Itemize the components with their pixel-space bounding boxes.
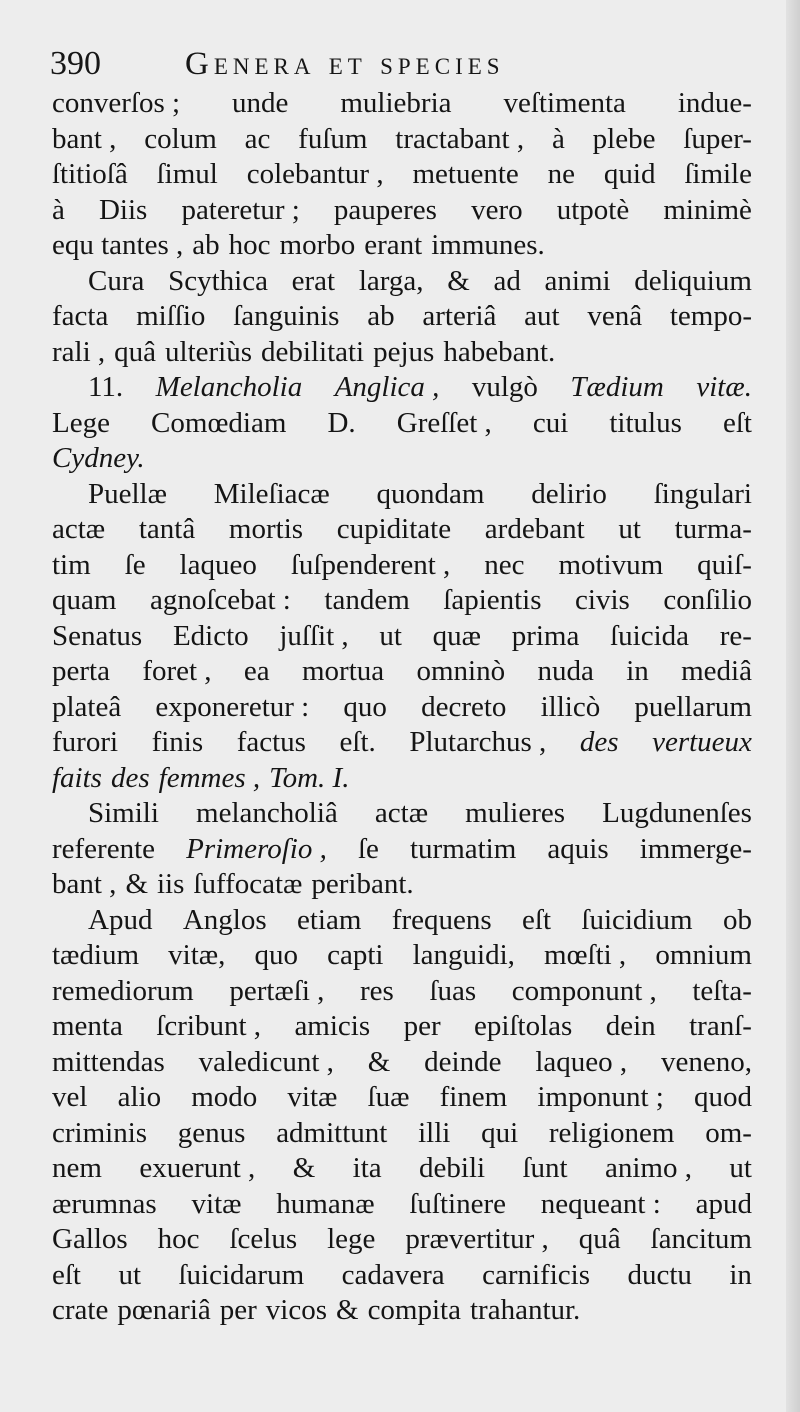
word: teſta-	[692, 974, 752, 1007]
word: res	[360, 974, 394, 1007]
word: nec	[484, 548, 525, 581]
italic-word: Tom. I.	[269, 761, 350, 794]
word: valedicunt ,	[198, 1045, 334, 1078]
word: bant ,	[52, 868, 117, 900]
word: dein	[605, 1010, 656, 1042]
word: ſcelus	[229, 1223, 298, 1255]
word: alio	[117, 1081, 162, 1113]
word: peribant.	[311, 868, 414, 900]
word: Gallos	[52, 1223, 128, 1255]
word: colebantur ,	[246, 158, 384, 190]
word: ulteriùs	[165, 335, 253, 368]
word: pejus	[373, 335, 435, 368]
paragraph	[52, 264, 752, 371]
text-line	[52, 441, 752, 477]
text-line	[52, 796, 752, 832]
italic-word: femmes ,	[158, 761, 261, 794]
text-line	[52, 406, 752, 442]
text-line	[52, 157, 752, 193]
word: plebe	[592, 122, 656, 155]
word: Greſſet ,	[396, 406, 492, 439]
word: erant	[364, 229, 423, 261]
word: in	[626, 655, 649, 687]
word: deinde	[424, 1045, 502, 1078]
word: muliebria	[340, 87, 452, 119]
word: morbo	[279, 229, 356, 261]
text-line	[52, 228, 752, 264]
word: laqueo	[179, 548, 257, 581]
word: ut	[618, 513, 641, 545]
word: ſuicidarum	[178, 1258, 305, 1291]
word: ſtitioſâ	[52, 158, 128, 190]
word: quæ	[432, 619, 481, 652]
text-line	[52, 512, 752, 548]
word: foret ,	[142, 655, 212, 687]
text-line	[52, 477, 752, 513]
word: Mileſiacæ	[213, 477, 330, 510]
word: 11.	[88, 371, 124, 403]
word: veneno,	[660, 1045, 752, 1078]
word: quo	[343, 690, 387, 723]
word: Lege	[52, 406, 110, 439]
word: deliquium	[634, 264, 752, 297]
page-number: 390	[50, 45, 101, 82]
word: Anglos	[182, 903, 267, 936]
word: ſuper-	[683, 122, 752, 155]
word: hoc	[228, 229, 271, 261]
word: remediorum	[52, 974, 194, 1007]
word: unde	[232, 87, 289, 119]
word: trahantur.	[469, 1294, 581, 1326]
word: indue-	[677, 87, 752, 119]
word: Simili	[88, 797, 159, 829]
word: humanæ	[276, 1187, 375, 1220]
word: per	[219, 1294, 257, 1326]
word: referente	[52, 832, 156, 865]
word: ac	[244, 122, 271, 155]
word: iis	[157, 868, 185, 900]
word: componunt ,	[511, 974, 657, 1007]
word: cupiditate	[336, 513, 452, 545]
paragraph	[52, 86, 752, 264]
word: ſancitum	[650, 1223, 752, 1255]
word: ut	[118, 1258, 142, 1291]
word: nequeant :	[540, 1187, 661, 1220]
word: melancholiâ	[196, 797, 338, 829]
word: equ tantes ,	[52, 229, 184, 261]
word: eſt.	[339, 726, 376, 758]
word: religionem	[548, 1116, 675, 1149]
paragraph	[52, 796, 752, 903]
text-line	[52, 1258, 752, 1294]
italic-word: Melancholia	[155, 371, 303, 403]
italic-word: vertueux	[652, 726, 752, 758]
paragraph	[52, 477, 752, 797]
word: quo	[254, 939, 298, 971]
text-line	[52, 335, 752, 371]
word: frequens	[391, 903, 492, 936]
word: animi	[544, 264, 611, 297]
word: ſuicidium	[581, 903, 693, 936]
word: conſilio	[663, 584, 752, 616]
word: crate	[52, 1294, 109, 1326]
word: ita	[352, 1152, 382, 1184]
text-line	[52, 1151, 752, 1187]
word: rali ,	[52, 335, 106, 368]
word: nem	[52, 1152, 102, 1184]
word: utpotè	[556, 193, 630, 226]
text-line	[52, 690, 752, 726]
word: vulgò	[471, 371, 538, 403]
word: venâ	[587, 300, 643, 332]
word: plateâ	[52, 690, 122, 723]
text-line	[52, 583, 752, 619]
word: titulus	[609, 406, 682, 439]
word: &	[447, 264, 470, 297]
word: finem	[439, 1081, 508, 1113]
word: ab	[192, 229, 220, 261]
word: ſingulari	[653, 477, 752, 510]
word: illicò	[540, 690, 601, 723]
text-line	[52, 86, 752, 122]
word: fuſum	[298, 122, 368, 155]
word: quiſ-	[697, 548, 752, 581]
word: quod	[694, 1081, 752, 1113]
italic-word: des	[579, 726, 619, 758]
word: Senatus	[52, 619, 143, 652]
word: vicos	[265, 1294, 327, 1326]
word: habebant.	[443, 335, 556, 368]
word: minimè	[663, 193, 752, 226]
word: ob	[722, 903, 752, 936]
paragraph	[52, 370, 752, 477]
word: mortua	[302, 655, 385, 687]
word: larga,	[358, 264, 424, 297]
word: &	[336, 1294, 359, 1326]
word: Diis	[98, 193, 148, 226]
word: decreto	[421, 690, 507, 723]
text-line	[52, 619, 752, 655]
text-line	[52, 725, 752, 761]
word: vitæ	[191, 1187, 242, 1220]
italic-word: Cydney.	[52, 442, 145, 474]
text-line	[52, 654, 752, 690]
word: &	[367, 1045, 391, 1078]
word: actæ	[374, 797, 429, 829]
word: turma-	[674, 513, 752, 545]
word: menta	[52, 1010, 123, 1042]
word: quâ	[114, 335, 157, 368]
word: ut	[379, 619, 402, 652]
word: quâ	[578, 1223, 621, 1255]
word: imponunt ;	[537, 1081, 664, 1113]
word: Comœdiam	[151, 406, 287, 439]
running-title: Genera et species	[185, 46, 505, 82]
word: à	[52, 193, 65, 226]
word: mediâ	[681, 655, 752, 687]
text-line	[52, 1080, 752, 1116]
word: ſimile	[684, 158, 752, 190]
word: omninò	[416, 655, 506, 687]
word: admittunt	[276, 1116, 388, 1149]
word: cadavera	[341, 1258, 445, 1291]
word: debili	[419, 1152, 486, 1184]
word: Scythica	[168, 264, 268, 297]
text-line	[52, 1293, 752, 1329]
word: pauperes	[333, 193, 437, 226]
text-line	[52, 1045, 752, 1081]
word: exuerunt ,	[139, 1152, 256, 1184]
word: eſt	[522, 903, 552, 936]
word: lege	[327, 1223, 376, 1255]
word: erat	[291, 264, 336, 297]
word: ſuſpenderent ,	[290, 548, 451, 581]
word: aut	[524, 300, 560, 332]
word: Puellæ	[88, 477, 167, 510]
word: tandem	[324, 584, 410, 616]
word: mortis	[228, 513, 304, 545]
word: facta	[52, 300, 109, 332]
word: criminis	[52, 1116, 148, 1149]
paragraph	[52, 903, 752, 1329]
word: metuente	[412, 158, 519, 190]
word: à	[551, 122, 565, 155]
word: pateretur ;	[181, 193, 300, 226]
word: turmatim	[409, 832, 517, 865]
word: hoc	[157, 1223, 200, 1255]
word: Lugdunenſes	[602, 797, 752, 829]
word: factus	[236, 726, 306, 758]
word: juſſit ,	[279, 619, 349, 652]
word: ductu	[627, 1258, 692, 1291]
italic-word: Tædium	[570, 371, 664, 403]
word: ſuas	[429, 974, 477, 1007]
word: prima	[511, 619, 580, 652]
word: languidi,	[412, 939, 515, 971]
word: agnoſcebat :	[149, 584, 291, 616]
word: in	[729, 1258, 752, 1291]
word: immerge-	[639, 832, 752, 865]
text-line	[52, 1187, 752, 1223]
word: eſt	[52, 1258, 81, 1291]
word: vitæ,	[168, 939, 226, 971]
word: ſe	[124, 548, 146, 581]
word: ſanguinis	[233, 300, 340, 332]
text-line	[52, 938, 752, 974]
word: ſapientis	[443, 584, 542, 616]
word: actæ	[52, 513, 106, 545]
word: aquis	[547, 832, 609, 865]
word: Apud	[88, 903, 153, 936]
word: illi	[418, 1116, 451, 1149]
word: ſuicida	[610, 619, 690, 652]
text-line	[52, 370, 752, 406]
word: delirio	[531, 477, 607, 510]
word: ne	[547, 158, 576, 190]
text-line	[52, 1009, 752, 1045]
word: laqueo ,	[535, 1045, 628, 1078]
word: veſtimenta	[503, 87, 626, 119]
word: tædium	[52, 939, 140, 971]
page-header	[50, 42, 730, 86]
word: mittendas	[52, 1045, 165, 1078]
word: ardebant	[484, 513, 585, 545]
word: ut	[729, 1152, 752, 1184]
text-line	[52, 122, 752, 158]
word: Cura	[88, 264, 145, 297]
word: eſt	[722, 406, 752, 439]
text-line	[52, 193, 752, 229]
text-line	[52, 1116, 752, 1152]
word: vel	[52, 1081, 88, 1113]
word: tranſ-	[689, 1010, 752, 1042]
word: apud	[695, 1187, 752, 1220]
body-text	[52, 86, 752, 1329]
word: exponeretur :	[155, 690, 310, 723]
text-line	[52, 264, 752, 300]
word: ſuſtinere	[409, 1187, 506, 1220]
word: capti	[327, 939, 384, 971]
word: ſcribunt ,	[156, 1010, 261, 1042]
word: ſimul	[156, 158, 218, 190]
word: miſſio	[136, 300, 206, 332]
word: etiam	[297, 903, 362, 936]
word: finis	[151, 726, 204, 758]
word: bant ,	[52, 122, 117, 155]
word: mœſti ,	[544, 939, 627, 971]
word: carnificis	[482, 1258, 590, 1291]
word: quid	[603, 158, 656, 190]
text-line	[52, 974, 752, 1010]
word: genus	[177, 1116, 246, 1149]
word: immunes.	[431, 229, 545, 261]
word: amicis	[294, 1010, 371, 1042]
italic-word: Primeroſio ,	[186, 832, 327, 865]
word: ſunt	[522, 1152, 568, 1184]
word: colum	[144, 122, 217, 155]
word: tempo-	[669, 300, 752, 332]
word: quondam	[376, 477, 485, 510]
word: epiſtolas	[474, 1010, 573, 1042]
word: nuda	[537, 655, 594, 687]
text-line	[52, 903, 752, 939]
text-line	[52, 1222, 752, 1258]
word: Plutarchus ,	[409, 726, 547, 758]
word: civis	[575, 584, 630, 616]
italic-word: faits	[52, 761, 102, 794]
word: ab	[367, 300, 395, 332]
italic-word: vitæ.	[696, 371, 752, 403]
word: animo ,	[604, 1152, 692, 1184]
page-gutter-shadow	[786, 0, 800, 1412]
word: tim	[52, 548, 91, 581]
italic-word: des	[110, 761, 150, 794]
word: re-	[719, 619, 752, 652]
word: prævertitur ,	[405, 1223, 549, 1255]
italic-word: Anglica ,	[334, 371, 440, 403]
word: ea	[243, 655, 270, 687]
word: modo	[191, 1081, 258, 1113]
word: &	[125, 868, 148, 900]
word: ſuffocatæ	[193, 868, 303, 900]
text-line	[52, 299, 752, 335]
word: ad	[493, 264, 521, 297]
word: converſos ;	[52, 87, 181, 119]
word: cui	[532, 406, 569, 439]
word: pertæſi ,	[229, 974, 325, 1007]
word: perta	[52, 655, 110, 687]
word: qui	[481, 1116, 519, 1149]
word: compita	[367, 1294, 461, 1326]
word: furori	[52, 726, 119, 758]
word: om-	[705, 1116, 752, 1149]
word: omnium	[655, 939, 752, 971]
word: debilitati	[261, 335, 365, 368]
word: per	[403, 1010, 441, 1042]
word: mulieres	[465, 797, 566, 829]
word: pœnariâ	[117, 1294, 211, 1326]
word: ſuæ	[367, 1081, 410, 1113]
word: vitæ	[287, 1081, 338, 1113]
word: puellarum	[634, 690, 752, 723]
word: D.	[327, 406, 356, 439]
text-line	[52, 867, 752, 903]
word: vero	[471, 193, 523, 226]
word: arteriâ	[422, 300, 497, 332]
word: &	[292, 1152, 316, 1184]
word: quam	[52, 584, 117, 616]
text-line	[52, 548, 752, 584]
text-line	[52, 832, 752, 868]
word: motivum	[558, 548, 664, 581]
text-line	[52, 761, 752, 797]
word: ſe	[357, 832, 379, 865]
word: tractabant ,	[395, 122, 525, 155]
word: Edicto	[172, 619, 249, 652]
word: ærumnas	[52, 1187, 157, 1220]
word: tantâ	[138, 513, 196, 545]
